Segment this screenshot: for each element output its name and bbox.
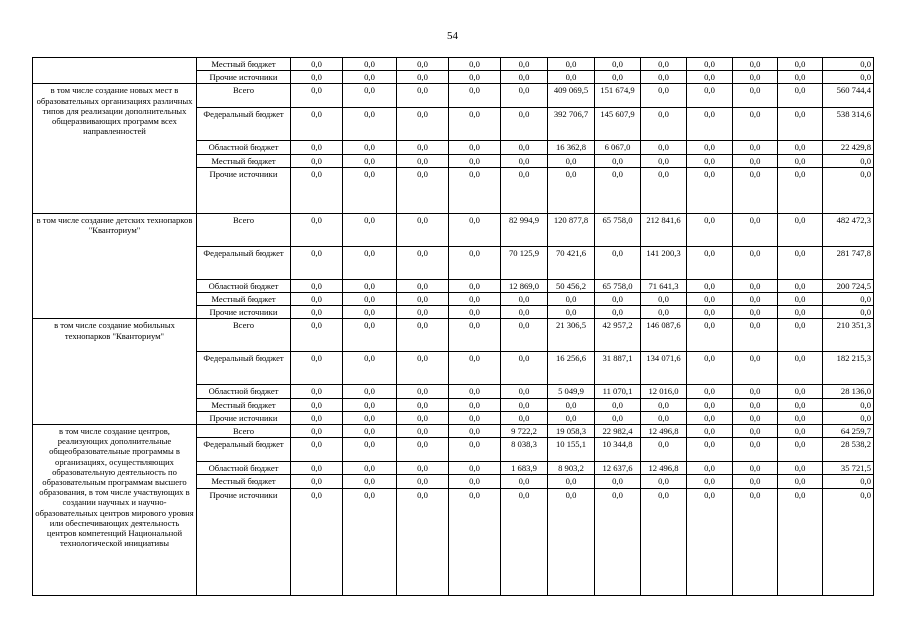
value-cell: 0,0 [641, 58, 687, 71]
value-cell: 0,0 [641, 398, 687, 411]
value-cell: 0,0 [291, 462, 343, 475]
value-cell: 0,0 [397, 488, 449, 595]
funding-source-cell: Местный бюджет [197, 58, 291, 71]
value-cell: 0,0 [449, 488, 501, 595]
value-cell: 0,0 [778, 154, 823, 167]
value-cell: 0,0 [291, 319, 343, 352]
value-cell: 0,0 [343, 167, 397, 213]
value-cell: 0,0 [778, 246, 823, 279]
funding-source-cell: Прочие источники [197, 411, 291, 424]
value-cell: 0,0 [397, 213, 449, 246]
value-cell: 0,0 [687, 352, 733, 385]
value-cell: 0,0 [343, 246, 397, 279]
value-cell: 0,0 [501, 411, 548, 424]
total-cell: 0,0 [823, 293, 874, 306]
value-cell: 0,0 [733, 246, 778, 279]
funding-source-cell: Областной бюджет [197, 279, 291, 292]
value-cell: 0,0 [641, 438, 687, 462]
value-cell: 0,0 [778, 141, 823, 154]
value-cell: 0,0 [778, 213, 823, 246]
value-cell: 0,0 [595, 71, 641, 84]
value-cell: 0,0 [733, 488, 778, 595]
funding-source-cell: Местный бюджет [197, 398, 291, 411]
funding-source-cell: Федеральный бюджет [197, 352, 291, 385]
section-description: в том числе создание детских технопарков "Кванториум" [33, 213, 197, 319]
value-cell: 0,0 [449, 319, 501, 352]
value-cell: 0,0 [595, 306, 641, 319]
value-cell: 0,0 [501, 398, 548, 411]
value-cell: 65 758,0 [595, 213, 641, 246]
value-cell: 6 067,0 [595, 141, 641, 154]
value-cell: 120 877,8 [548, 213, 595, 246]
value-cell: 0,0 [343, 438, 397, 462]
value-cell: 0,0 [397, 475, 449, 488]
value-cell: 0,0 [778, 425, 823, 438]
table-row [33, 58, 874, 71]
budget-table [32, 57, 874, 596]
total-cell: 482 472,3 [823, 213, 874, 246]
value-cell: 0,0 [778, 84, 823, 108]
value-cell: 0,0 [449, 279, 501, 292]
value-cell: 0,0 [449, 58, 501, 71]
value-cell: 0,0 [687, 462, 733, 475]
value-cell: 0,0 [733, 306, 778, 319]
value-cell: 0,0 [291, 411, 343, 424]
value-cell: 141 200,3 [641, 246, 687, 279]
value-cell: 0,0 [449, 246, 501, 279]
value-cell: 0,0 [687, 475, 733, 488]
value-cell: 10 155,1 [548, 438, 595, 462]
table-row [33, 84, 874, 108]
value-cell: 0,0 [397, 462, 449, 475]
value-cell: 0,0 [501, 154, 548, 167]
value-cell: 0,0 [501, 385, 548, 398]
value-cell: 0,0 [641, 475, 687, 488]
section-description: в том числе создание центров, реализующих дополнительные общеобразовательные программы в организациях, осуществляющих образовательную деятельность по образовательным программам высшего образования, в том числе участвующих в создании научных и научно-образовательных центров мирового уровня или обеспечивающих деятельность центров компетенций Национальной технологической инициативы [33, 425, 197, 596]
funding-source-cell: Местный бюджет [197, 475, 291, 488]
total-cell: 281 747,8 [823, 246, 874, 279]
value-cell: 12 869,0 [501, 279, 548, 292]
value-cell: 31 887,1 [595, 352, 641, 385]
value-cell: 0,0 [687, 141, 733, 154]
value-cell: 0,0 [595, 411, 641, 424]
value-cell: 151 674,9 [595, 84, 641, 108]
value-cell: 12 637,6 [595, 462, 641, 475]
value-cell: 0,0 [733, 475, 778, 488]
value-cell: 392 706,7 [548, 108, 595, 141]
value-cell: 0,0 [343, 141, 397, 154]
value-cell: 0,0 [595, 246, 641, 279]
value-cell: 0,0 [778, 279, 823, 292]
value-cell: 0,0 [397, 58, 449, 71]
value-cell: 0,0 [548, 58, 595, 71]
value-cell: 0,0 [397, 438, 449, 462]
value-cell: 0,0 [397, 425, 449, 438]
value-cell: 0,0 [449, 438, 501, 462]
total-cell: 22 429,8 [823, 141, 874, 154]
value-cell: 0,0 [778, 108, 823, 141]
value-cell: 0,0 [501, 108, 548, 141]
value-cell: 0,0 [291, 306, 343, 319]
funding-source-cell: Всего [197, 425, 291, 438]
value-cell: 0,0 [548, 154, 595, 167]
value-cell: 0,0 [291, 84, 343, 108]
value-cell: 0,0 [641, 411, 687, 424]
value-cell: 0,0 [501, 352, 548, 385]
value-cell: 0,0 [733, 462, 778, 475]
value-cell: 0,0 [687, 213, 733, 246]
value-cell: 0,0 [501, 306, 548, 319]
value-cell: 409 069,5 [548, 84, 595, 108]
value-cell: 0,0 [733, 352, 778, 385]
value-cell: 0,0 [778, 438, 823, 462]
value-cell: 0,0 [595, 488, 641, 595]
value-cell: 0,0 [291, 488, 343, 595]
value-cell: 0,0 [397, 293, 449, 306]
value-cell: 0,0 [501, 84, 548, 108]
total-cell: 538 314,6 [823, 108, 874, 141]
value-cell: 16 256,6 [548, 352, 595, 385]
value-cell: 0,0 [687, 411, 733, 424]
value-cell: 0,0 [291, 213, 343, 246]
value-cell: 0,0 [733, 293, 778, 306]
value-cell: 0,0 [778, 167, 823, 213]
value-cell: 82 994,9 [501, 213, 548, 246]
value-cell: 0,0 [343, 475, 397, 488]
value-cell: 0,0 [343, 293, 397, 306]
value-cell: 0,0 [501, 488, 548, 595]
value-cell: 0,0 [501, 58, 548, 71]
value-cell: 0,0 [733, 154, 778, 167]
value-cell: 0,0 [687, 71, 733, 84]
funding-source-cell: Областной бюджет [197, 462, 291, 475]
value-cell: 0,0 [548, 475, 595, 488]
value-cell: 0,0 [291, 352, 343, 385]
value-cell: 8 038,3 [501, 438, 548, 462]
value-cell: 0,0 [687, 438, 733, 462]
value-cell: 10 344,8 [595, 438, 641, 462]
value-cell: 0,0 [778, 58, 823, 71]
budget-table-body [33, 58, 874, 596]
value-cell: 0,0 [687, 319, 733, 352]
value-cell: 42 957,2 [595, 319, 641, 352]
value-cell: 0,0 [501, 141, 548, 154]
page-number: 54 [447, 30, 458, 42]
value-cell: 0,0 [449, 385, 501, 398]
value-cell: 0,0 [733, 438, 778, 462]
value-cell: 0,0 [291, 425, 343, 438]
total-cell: 0,0 [823, 398, 874, 411]
value-cell: 0,0 [449, 475, 501, 488]
value-cell: 21 306,5 [548, 319, 595, 352]
funding-source-cell: Федеральный бюджет [197, 108, 291, 141]
value-cell: 0,0 [733, 411, 778, 424]
value-cell: 9 722,2 [501, 425, 548, 438]
value-cell: 0,0 [733, 385, 778, 398]
funding-source-cell: Прочие источники [197, 71, 291, 84]
value-cell: 0,0 [778, 319, 823, 352]
value-cell: 0,0 [343, 306, 397, 319]
value-cell: 0,0 [595, 58, 641, 71]
value-cell: 0,0 [733, 425, 778, 438]
funding-source-cell: Областной бюджет [197, 141, 291, 154]
value-cell: 0,0 [449, 141, 501, 154]
value-cell: 146 087,6 [641, 319, 687, 352]
value-cell: 0,0 [343, 411, 397, 424]
value-cell: 0,0 [397, 319, 449, 352]
value-cell: 0,0 [449, 398, 501, 411]
value-cell: 0,0 [449, 108, 501, 141]
value-cell: 0,0 [733, 108, 778, 141]
value-cell: 0,0 [687, 293, 733, 306]
total-cell: 0,0 [823, 488, 874, 595]
value-cell: 0,0 [291, 108, 343, 141]
value-cell: 0,0 [641, 71, 687, 84]
value-cell: 0,0 [449, 425, 501, 438]
total-cell: 0,0 [823, 475, 874, 488]
value-cell: 70 125,9 [501, 246, 548, 279]
value-cell: 0,0 [641, 306, 687, 319]
value-cell: 0,0 [548, 488, 595, 595]
value-cell: 0,0 [733, 167, 778, 213]
total-cell: 560 744,4 [823, 84, 874, 108]
value-cell: 0,0 [397, 411, 449, 424]
value-cell: 0,0 [778, 71, 823, 84]
value-cell: 8 903,2 [548, 462, 595, 475]
value-cell: 0,0 [595, 167, 641, 213]
total-cell: 182 215,3 [823, 352, 874, 385]
total-cell: 0,0 [823, 167, 874, 213]
total-cell: 35 721,5 [823, 462, 874, 475]
value-cell: 1 683,9 [501, 462, 548, 475]
value-cell: 0,0 [641, 108, 687, 141]
value-cell: 0,0 [687, 246, 733, 279]
value-cell: 0,0 [291, 398, 343, 411]
value-cell: 0,0 [291, 293, 343, 306]
value-cell: 0,0 [397, 279, 449, 292]
funding-source-cell: Прочие источники [197, 488, 291, 595]
value-cell: 0,0 [733, 319, 778, 352]
value-cell: 0,0 [397, 167, 449, 213]
value-cell: 0,0 [687, 108, 733, 141]
table-row [33, 213, 874, 246]
value-cell: 0,0 [733, 58, 778, 71]
value-cell: 12 496,8 [641, 462, 687, 475]
value-cell: 19 058,3 [548, 425, 595, 438]
value-cell: 0,0 [687, 279, 733, 292]
value-cell: 16 362,8 [548, 141, 595, 154]
funding-source-cell: Федеральный бюджет [197, 246, 291, 279]
value-cell: 145 607,9 [595, 108, 641, 141]
value-cell: 0,0 [291, 71, 343, 84]
value-cell: 0,0 [548, 411, 595, 424]
funding-source-cell: Федеральный бюджет [197, 438, 291, 462]
value-cell: 0,0 [449, 213, 501, 246]
value-cell: 0,0 [687, 58, 733, 71]
value-cell: 0,0 [778, 306, 823, 319]
value-cell: 0,0 [595, 398, 641, 411]
funding-source-cell: Областной бюджет [197, 385, 291, 398]
value-cell: 0,0 [291, 167, 343, 213]
value-cell: 0,0 [733, 71, 778, 84]
funding-source-cell: Всего [197, 213, 291, 246]
value-cell: 0,0 [397, 246, 449, 279]
value-cell: 0,0 [641, 167, 687, 213]
value-cell: 65 758,0 [595, 279, 641, 292]
table-row [33, 425, 874, 438]
value-cell: 50 456,2 [548, 279, 595, 292]
value-cell: 0,0 [291, 246, 343, 279]
value-cell: 0,0 [291, 385, 343, 398]
value-cell: 0,0 [343, 425, 397, 438]
funding-source-cell: Всего [197, 319, 291, 352]
value-cell: 0,0 [449, 71, 501, 84]
section-description: в том числе создание мобильных технопарков "Кванториум" [33, 319, 197, 425]
value-cell: 0,0 [343, 279, 397, 292]
value-cell: 0,0 [687, 385, 733, 398]
value-cell: 0,0 [733, 398, 778, 411]
value-cell: 12 496,8 [641, 425, 687, 438]
value-cell: 0,0 [595, 154, 641, 167]
value-cell: 0,0 [501, 319, 548, 352]
value-cell: 0,0 [641, 84, 687, 108]
value-cell: 0,0 [449, 293, 501, 306]
value-cell: 0,0 [501, 167, 548, 213]
value-cell: 0,0 [687, 154, 733, 167]
value-cell: 212 841,6 [641, 213, 687, 246]
value-cell: 0,0 [548, 293, 595, 306]
value-cell: 0,0 [501, 293, 548, 306]
value-cell: 0,0 [449, 167, 501, 213]
total-cell: 210 351,3 [823, 319, 874, 352]
value-cell: 0,0 [548, 71, 595, 84]
total-cell: 0,0 [823, 58, 874, 71]
value-cell: 0,0 [778, 398, 823, 411]
value-cell: 0,0 [778, 475, 823, 488]
value-cell: 0,0 [595, 293, 641, 306]
value-cell: 0,0 [343, 108, 397, 141]
value-cell: 0,0 [397, 71, 449, 84]
value-cell: 134 071,6 [641, 352, 687, 385]
table-row [33, 319, 874, 352]
value-cell: 0,0 [733, 141, 778, 154]
value-cell: 0,0 [449, 306, 501, 319]
value-cell: 0,0 [291, 475, 343, 488]
value-cell: 0,0 [291, 279, 343, 292]
value-cell: 0,0 [687, 167, 733, 213]
value-cell: 0,0 [397, 352, 449, 385]
value-cell: 0,0 [733, 213, 778, 246]
value-cell: 0,0 [343, 352, 397, 385]
value-cell: 0,0 [449, 411, 501, 424]
value-cell: 0,0 [733, 279, 778, 292]
value-cell: 0,0 [291, 58, 343, 71]
value-cell: 0,0 [641, 293, 687, 306]
total-cell: 64 259,7 [823, 425, 874, 438]
value-cell: 0,0 [641, 488, 687, 595]
value-cell: 0,0 [397, 154, 449, 167]
value-cell: 0,0 [397, 141, 449, 154]
total-cell: 0,0 [823, 306, 874, 319]
value-cell: 0,0 [449, 462, 501, 475]
value-cell: 12 016,0 [641, 385, 687, 398]
value-cell: 5 049,9 [548, 385, 595, 398]
value-cell: 22 982,4 [595, 425, 641, 438]
value-cell: 0,0 [778, 462, 823, 475]
section-description: в том числе создание новых мест в образовательных организациях различных типов для реализации дополнительных общеразвивающих программ всех направленностей [33, 84, 197, 213]
value-cell: 0,0 [343, 385, 397, 398]
value-cell: 0,0 [733, 84, 778, 108]
funding-source-cell: Всего [197, 84, 291, 108]
value-cell: 0,0 [343, 398, 397, 411]
value-cell: 0,0 [449, 84, 501, 108]
value-cell: 0,0 [343, 154, 397, 167]
value-cell: 0,0 [343, 213, 397, 246]
value-cell: 0,0 [687, 398, 733, 411]
value-cell: 0,0 [641, 141, 687, 154]
value-cell: 0,0 [548, 398, 595, 411]
value-cell: 0,0 [778, 352, 823, 385]
value-cell: 0,0 [343, 488, 397, 595]
funding-source-cell: Местный бюджет [197, 293, 291, 306]
value-cell: 0,0 [687, 425, 733, 438]
value-cell: 0,0 [548, 306, 595, 319]
value-cell: 0,0 [343, 462, 397, 475]
value-cell: 0,0 [343, 84, 397, 108]
section-description [33, 58, 197, 84]
value-cell: 71 641,3 [641, 279, 687, 292]
funding-source-cell: Прочие источники [197, 306, 291, 319]
value-cell: 11 070,1 [595, 385, 641, 398]
value-cell: 0,0 [548, 167, 595, 213]
value-cell: 0,0 [687, 84, 733, 108]
funding-source-cell: Местный бюджет [197, 154, 291, 167]
value-cell: 0,0 [449, 352, 501, 385]
total-cell: 0,0 [823, 411, 874, 424]
value-cell: 0,0 [501, 475, 548, 488]
total-cell: 28 538,2 [823, 438, 874, 462]
value-cell: 0,0 [343, 58, 397, 71]
value-cell: 0,0 [501, 71, 548, 84]
value-cell: 0,0 [778, 293, 823, 306]
value-cell: 0,0 [641, 154, 687, 167]
total-cell: 0,0 [823, 71, 874, 84]
funding-source-cell: Прочие источники [197, 167, 291, 213]
value-cell: 0,0 [778, 385, 823, 398]
value-cell: 0,0 [778, 411, 823, 424]
value-cell: 0,0 [291, 154, 343, 167]
value-cell: 0,0 [397, 306, 449, 319]
total-cell: 0,0 [823, 154, 874, 167]
value-cell: 0,0 [595, 475, 641, 488]
value-cell: 0,0 [687, 306, 733, 319]
total-cell: 28 136,0 [823, 385, 874, 398]
value-cell: 0,0 [397, 108, 449, 141]
value-cell: 0,0 [397, 385, 449, 398]
value-cell: 0,0 [343, 71, 397, 84]
value-cell: 0,0 [397, 398, 449, 411]
value-cell: 0,0 [778, 488, 823, 595]
value-cell: 70 421,6 [548, 246, 595, 279]
value-cell: 0,0 [687, 488, 733, 595]
value-cell: 0,0 [343, 319, 397, 352]
value-cell: 0,0 [291, 438, 343, 462]
value-cell: 0,0 [449, 154, 501, 167]
total-cell: 200 724,5 [823, 279, 874, 292]
value-cell: 0,0 [397, 84, 449, 108]
value-cell: 0,0 [291, 141, 343, 154]
